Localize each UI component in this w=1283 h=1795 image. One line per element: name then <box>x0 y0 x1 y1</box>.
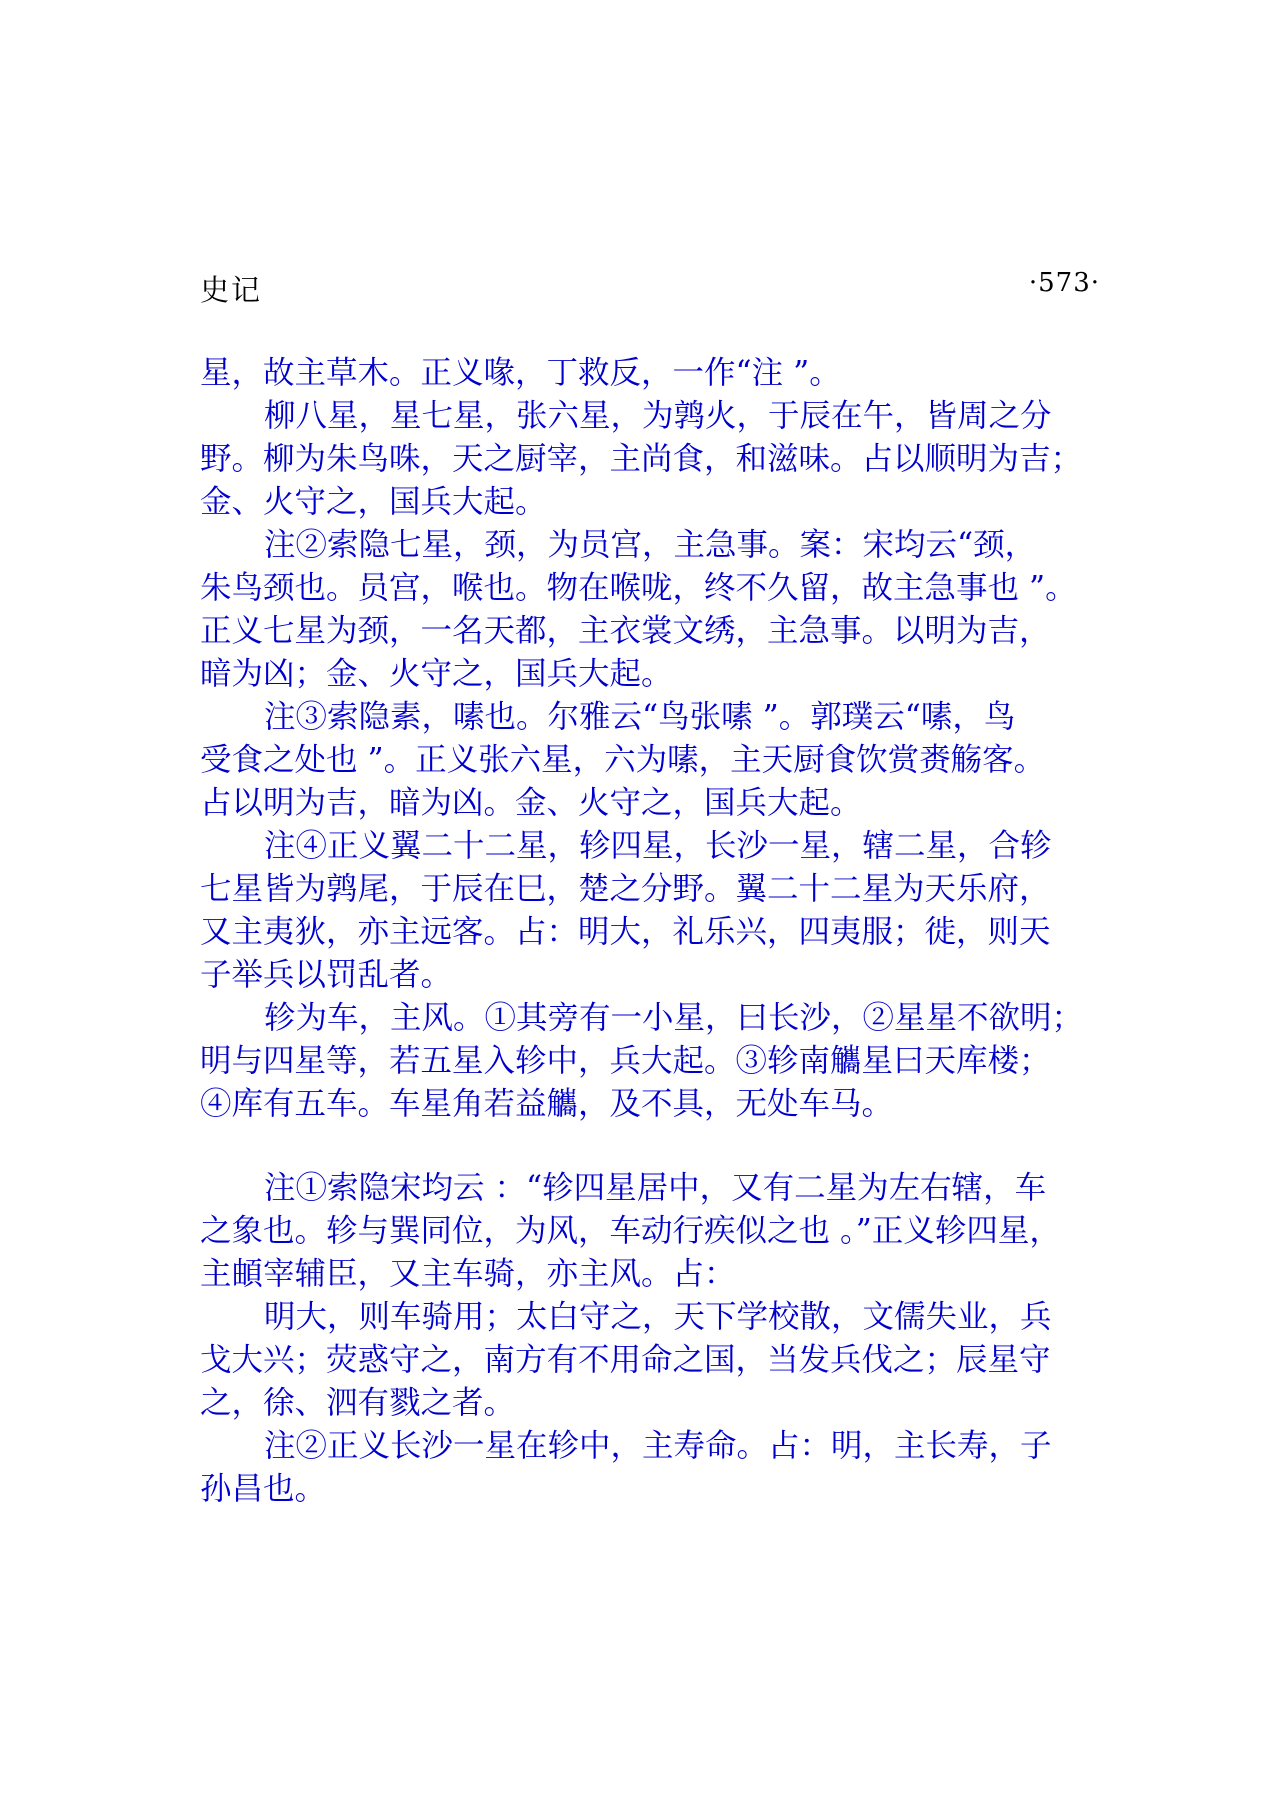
text-line: 注③索隐素，嗉也。尔雅云“鸟张嗉 ”。郭璞云“嗉，鸟 <box>264 699 1016 735</box>
paragraph <box>200 696 1105 825</box>
text-line: 明大，则车骑用；太白守之，天下学校散，文儒失业，兵 <box>264 1299 1052 1335</box>
paragraph <box>200 1425 1105 1511</box>
page-number: ·573· <box>1028 268 1100 298</box>
paragraph <box>200 524 1105 696</box>
paragraph-gap <box>200 1126 1105 1167</box>
text-line: 星，故主草木。正义喙，丁救反，一作“注 ”。 <box>200 355 841 391</box>
text-line: ④库有五车。车星角若益觿，及不具，无处车马。 <box>200 1086 894 1122</box>
text-line: 轸为车，主风。①其旁有一小星，曰长沙，②星星不欲明； <box>264 1000 1084 1036</box>
text-line: 暗为凶；金、火守之，国兵大起。 <box>200 656 673 692</box>
text-line: 之象也。轸与巽同位，为风，车动行疾似之也 。”正义轸四星， <box>200 1213 1061 1249</box>
paragraph <box>200 1167 1105 1296</box>
text-line: 又主夷狄，亦主远客。占：明大，礼乐兴，四夷服；徙，则天 <box>200 914 1051 950</box>
text-line: 七星皆为鹑尾，于辰在巳，楚之分野。翼二十二星为天乐府， <box>200 871 1051 907</box>
body-text <box>200 352 1105 1511</box>
text-line: 之，徐、泗有戮之者。 <box>200 1385 516 1421</box>
paragraph <box>200 1296 1105 1425</box>
text-line: 注②索隐七星，颈，为员宫，主急事。案：宋均云“颈， <box>264 527 1037 563</box>
text-line: 朱鸟颈也。员宫，喉也。物在喉咙，终不久留，故主急事也 ”。 <box>200 570 1077 606</box>
paragraph <box>200 352 1105 395</box>
paragraph <box>200 825 1105 997</box>
text-line: 明与四星等，若五星入轸中，兵大起。③轸南觿星曰天库楼； <box>200 1043 1051 1079</box>
text-line: 正义七星为颈，一名天都，主衣裳文绣，主急事。以明为吉， <box>200 613 1051 649</box>
text-line: 野。柳为朱鸟咮，天之厨宰，主尚食，和滋味。占以顺明为吉； <box>200 441 1083 477</box>
text-line: 金、火守之，国兵大起。 <box>200 484 547 520</box>
text-line: 占以明为吉，暗为凶。金、火守之，国兵大起。 <box>200 785 862 821</box>
text-line: 注①索隐宋均云 ：“轸四星居中，又有二星为左右辖，车 <box>264 1170 1047 1206</box>
text-line: 戈大兴；荧惑守之，南方有不用命之国，当发兵伐之；辰星守 <box>200 1342 1051 1378</box>
book-title: 史记 <box>200 273 263 307</box>
text-line: 子举兵以罚乱者。 <box>200 957 453 993</box>
page-header <box>200 268 1100 308</box>
text-line: 孙昌也。 <box>200 1471 327 1507</box>
text-line: 注④正义翼二十二星，轸四星，长沙一星，辖二星，合轸 <box>264 828 1052 864</box>
text-line: 主頔宰辅臣，又主车骑，亦主风。占： <box>200 1256 736 1292</box>
text-line: 受食之处也 ”。正义张六星，六为嗉，主天厨食饮赏赉觞客。 <box>200 742 1046 778</box>
text-line: 柳八星，星七星，张六星，为鹑火，于辰在午，皆周之分 <box>264 398 1052 434</box>
text-line: 注②正义长沙一星在轸中，主寿命。占：明，主长寿，子 <box>264 1428 1052 1464</box>
paragraph <box>200 395 1105 524</box>
paragraph <box>200 997 1105 1126</box>
